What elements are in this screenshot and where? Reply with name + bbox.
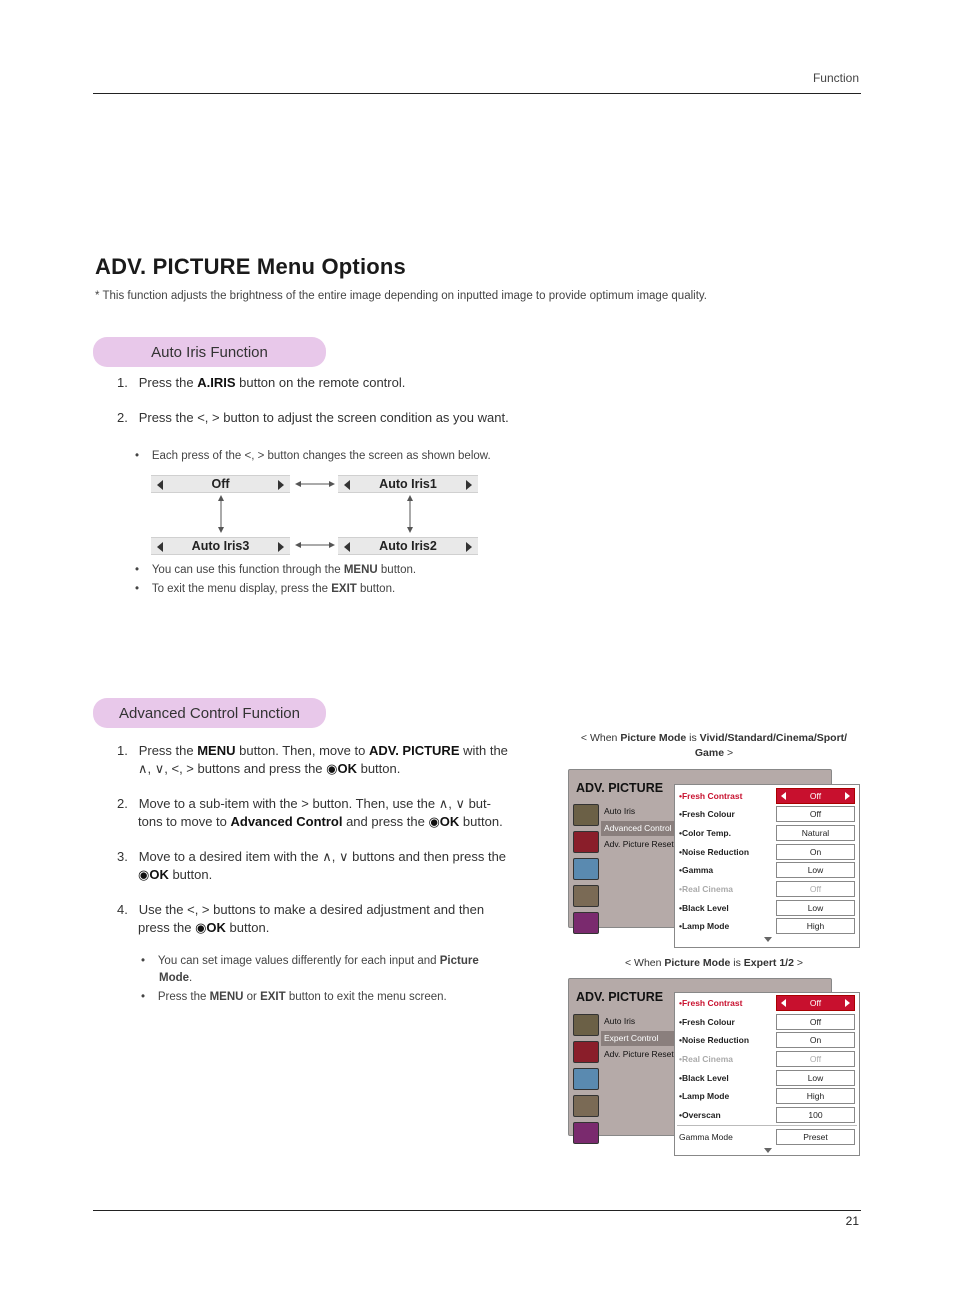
sub-item-adv-picture-reset[interactable]: Adv. Picture Reset bbox=[604, 839, 674, 849]
advanced-bullet-1: • You can set image values differently for each input and Picture Mode. bbox=[141, 955, 479, 984]
left-arrow-icon bbox=[781, 792, 786, 800]
option-row[interactable]: •Noise Reduction On bbox=[679, 844, 855, 860]
page-number: 21 bbox=[845, 1214, 859, 1228]
right-arrow-icon bbox=[845, 999, 850, 1007]
state-auto-iris1: Auto Iris1 bbox=[338, 475, 478, 493]
sub-item-adv-picture-reset[interactable]: Adv. Picture Reset bbox=[604, 1049, 674, 1059]
menu1-caption: < When Picture Mode is Vivid/Standard/Cinema/Sport/ Game > bbox=[580, 732, 848, 759]
scroll-down-icon[interactable] bbox=[764, 1148, 772, 1153]
auto-iris-heading: Auto Iris Function bbox=[93, 337, 326, 367]
menu2-caption: < When Picture Mode is Expert 1/2 > bbox=[624, 957, 804, 969]
advanced-step-1: 1. Press the MENU button. Then, move to ADV. PICTURE with the ∧, ∨, <, > buttons and press the ◉OK button. bbox=[117, 743, 508, 776]
option-row: •Real Cinema Off bbox=[679, 881, 855, 897]
sub-item-expert-control[interactable]: Expert Control bbox=[601, 1031, 675, 1046]
footer-rule bbox=[93, 1210, 861, 1211]
adv-picture-icon[interactable] bbox=[573, 831, 599, 853]
sub-item-advanced-control[interactable]: Advanced Control bbox=[601, 821, 675, 836]
option-row[interactable]: •Fresh Contrast Off bbox=[679, 788, 855, 804]
option-row[interactable]: •Lamp Mode High bbox=[679, 1088, 855, 1104]
sub-item-auto-iris[interactable]: Auto Iris bbox=[604, 1016, 636, 1026]
option-row[interactable]: •Overscan 100 bbox=[679, 1107, 855, 1123]
intro-note: * This function adjusts the brightness of the entire image depending on inputted image to provide optimum image quality. bbox=[95, 290, 707, 302]
advanced-step-2: 2. Move to a sub-item with the > button. Then, use the ∧, ∨ but- tons to move to Advanced Control and press the ◉OK button. bbox=[117, 796, 503, 829]
option-row[interactable]: •Black Level Low bbox=[679, 1070, 855, 1086]
menu-icon-column bbox=[573, 1014, 599, 1149]
state-off: Off bbox=[151, 475, 290, 493]
menu-options-panel bbox=[674, 992, 860, 1156]
state-auto-iris3: Auto Iris3 bbox=[151, 537, 290, 555]
adv-picture-menu-2 bbox=[568, 978, 862, 1158]
state-transition-arrows bbox=[150, 470, 480, 560]
auto-iris-bullet-intro: • Each press of the <, > button changes the screen as shown below. bbox=[135, 450, 491, 462]
sub-item-auto-iris[interactable]: Auto Iris bbox=[604, 806, 636, 816]
option-row: •Real Cinema Off bbox=[679, 1051, 855, 1067]
auto-iris-step-2: 2. Press the <, > button to adjust the screen condition as you want. bbox=[117, 410, 509, 425]
auto-iris-bullet-1: • You can use this function through the MENU button. bbox=[135, 564, 417, 576]
advanced-bullet-2: • Press the MENU or EXIT button to exit the menu screen. bbox=[141, 991, 447, 1003]
menu-title: ADV. PICTURE bbox=[576, 781, 664, 795]
option-row[interactable]: •Fresh Colour Off bbox=[679, 1014, 855, 1030]
info-icon[interactable] bbox=[573, 912, 599, 934]
header-rule bbox=[93, 93, 861, 94]
advanced-control-heading: Advanced Control Function bbox=[93, 698, 326, 728]
menu-options-panel bbox=[674, 784, 860, 948]
screen-icon[interactable] bbox=[573, 1068, 599, 1090]
left-arrow-icon bbox=[781, 999, 786, 1007]
option-row[interactable]: •Gamma Low bbox=[679, 862, 855, 878]
right-arrow-icon bbox=[845, 792, 850, 800]
advanced-step-4: 4. Use the <, > buttons to make a desired adjustment and then press the ◉OK button. bbox=[117, 902, 485, 935]
picture-icon[interactable] bbox=[573, 804, 599, 826]
info-icon[interactable] bbox=[573, 1122, 599, 1144]
auto-iris-bullet-2: • To exit the menu display, press the EXIT button. bbox=[135, 583, 396, 595]
option-row[interactable]: •Fresh Contrast Off bbox=[679, 995, 855, 1011]
option-row[interactable]: •Color Temp. Natural bbox=[679, 825, 855, 841]
option-row[interactable]: •Black Level Low bbox=[679, 900, 855, 916]
option-icon[interactable] bbox=[573, 885, 599, 907]
option-icon[interactable] bbox=[573, 1095, 599, 1117]
advanced-step-3: 3. Move to a desired item with the ∧, ∨ buttons and then press the ◉OK button. bbox=[117, 849, 507, 882]
state-auto-iris2: Auto Iris2 bbox=[338, 537, 478, 555]
option-row[interactable]: •Fresh Colour Off bbox=[679, 806, 855, 822]
menu-icon-column bbox=[573, 804, 599, 939]
section-label: Function bbox=[812, 71, 859, 85]
picture-icon[interactable] bbox=[573, 1014, 599, 1036]
screen-icon[interactable] bbox=[573, 858, 599, 880]
gamma-mode-row[interactable]: Gamma Mode Preset bbox=[679, 1129, 855, 1145]
page-title: ADV. PICTURE Menu Options bbox=[95, 254, 406, 279]
option-row[interactable]: •Lamp Mode High bbox=[679, 918, 855, 934]
menu-title: ADV. PICTURE bbox=[576, 990, 664, 1004]
scroll-down-icon[interactable] bbox=[764, 937, 772, 942]
adv-picture-menu-1 bbox=[568, 769, 862, 949]
auto-iris-step-1: 1. Press the A.IRIS button on the remote control. bbox=[117, 375, 406, 390]
option-row[interactable]: •Noise Reduction On bbox=[679, 1032, 855, 1048]
divider bbox=[677, 1125, 857, 1126]
adv-picture-icon[interactable] bbox=[573, 1041, 599, 1063]
